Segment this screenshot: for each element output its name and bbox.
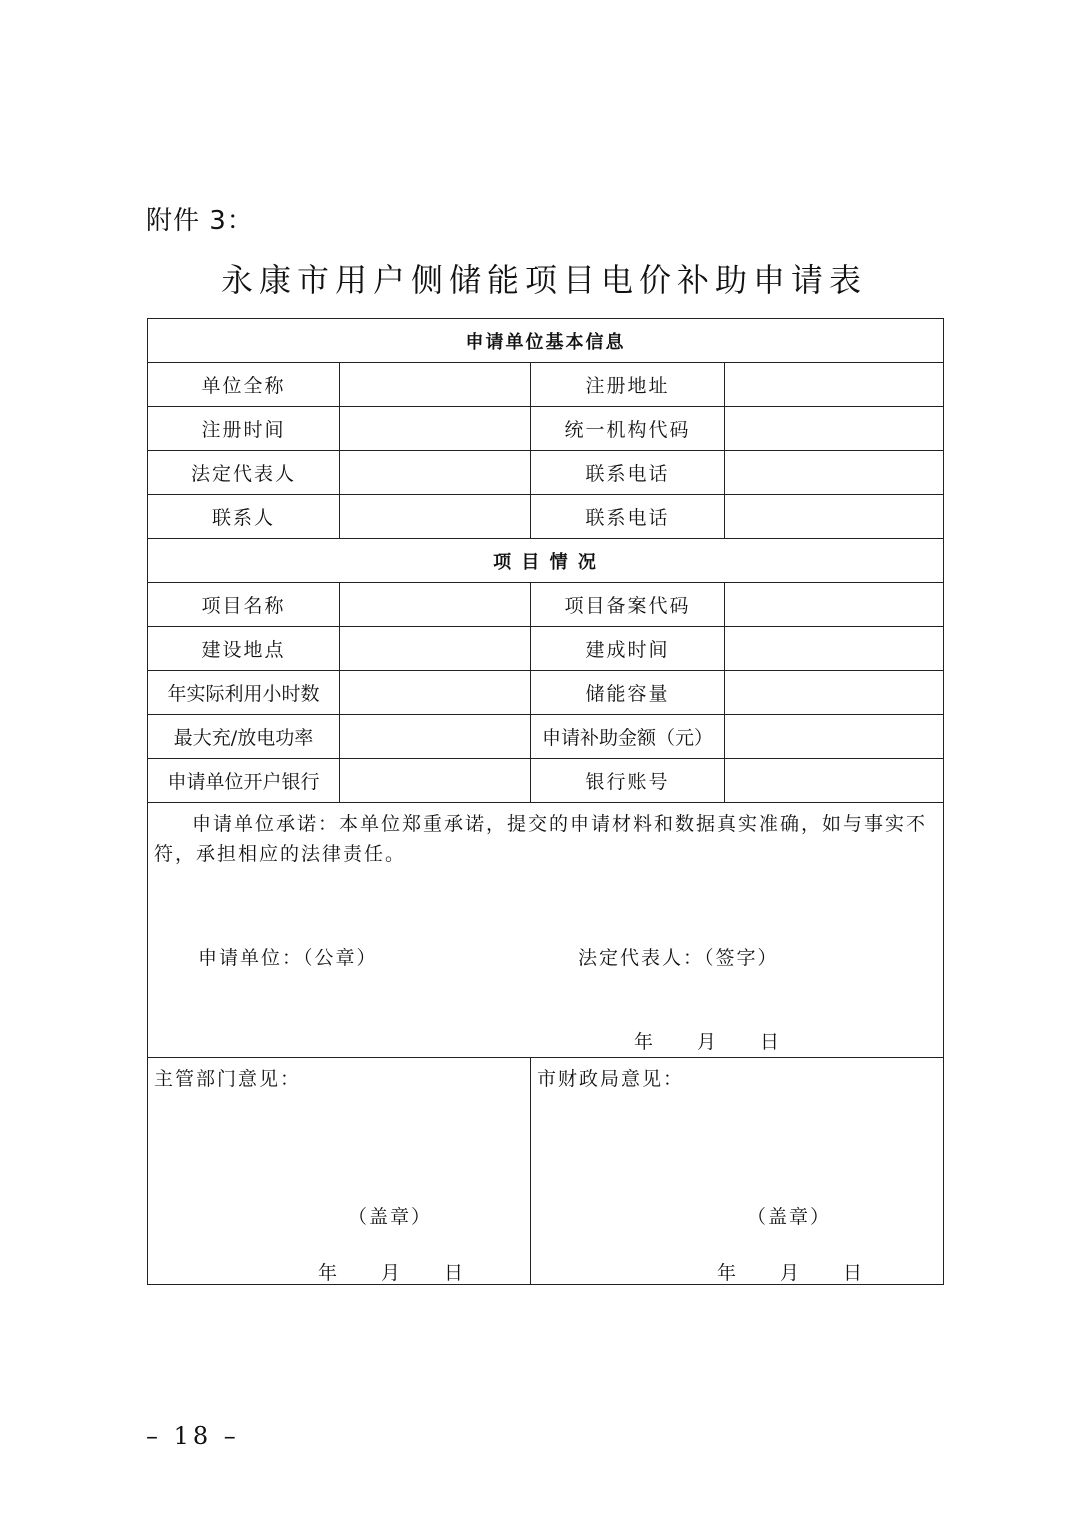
table-row (148, 319, 944, 363)
field-label: 建成时间 (531, 627, 725, 671)
table-row (148, 715, 944, 759)
field-label: 项目备案代码 (531, 583, 725, 627)
field-label: 年实际利用小时数 (148, 671, 340, 715)
field-label: 银行账号 (531, 759, 725, 803)
field-label: 申请补助金额（元） (531, 715, 725, 759)
field-input-cell[interactable] (340, 715, 531, 759)
field-input-cell[interactable] (725, 759, 944, 803)
field-input-cell[interactable] (340, 363, 531, 407)
dept-opinion-cell[interactable] (148, 1058, 531, 1285)
field-input-cell[interactable] (725, 363, 944, 407)
field-label: 联系人 (148, 495, 340, 539)
field-input-cell[interactable] (725, 451, 944, 495)
section-heading-basic-info: 申请单位基本信息 (148, 319, 944, 363)
table-row (148, 803, 944, 1058)
table-row (148, 451, 944, 495)
field-input-cell[interactable] (725, 627, 944, 671)
finance-opinion-date: 年 月 日 (717, 1262, 865, 1284)
field-label: 联系电话 (531, 495, 725, 539)
commitment-text: 申请单位承诺：本单位郑重承诺，提交的申请材料和数据真实准确，如与事实不符，承担相应的法律责任。 (154, 813, 928, 865)
section-heading-project: 项 目 情 况 (148, 539, 944, 583)
table-row (148, 627, 944, 671)
table-row (148, 583, 944, 627)
field-label: 储能容量 (531, 671, 725, 715)
field-label: 注册时间 (148, 407, 340, 451)
table-row (148, 363, 944, 407)
dept-opinion-date: 年 月 日 (318, 1262, 466, 1284)
field-input-cell[interactable] (340, 627, 531, 671)
legal-rep-signature-label: 法定代表人：（签字） (578, 947, 779, 969)
field-label: 申请单位开户银行 (148, 759, 340, 803)
table-row (148, 759, 944, 803)
field-input-cell[interactable] (725, 671, 944, 715)
table-row (148, 539, 944, 583)
page-number: – 18 – (146, 1422, 240, 1450)
field-input-cell[interactable] (340, 451, 531, 495)
field-label: 单位全称 (148, 363, 340, 407)
table-row (148, 407, 944, 451)
field-input-cell[interactable] (725, 495, 944, 539)
field-input-cell[interactable] (340, 759, 531, 803)
field-label: 项目名称 (148, 583, 340, 627)
dept-opinion-label: 主管部门意见： (154, 1068, 302, 1090)
table-row (148, 495, 944, 539)
field-input-cell[interactable] (340, 583, 531, 627)
table-row (148, 671, 944, 715)
field-label: 注册地址 (531, 363, 725, 407)
field-label: 联系电话 (531, 451, 725, 495)
field-label: 建设地点 (148, 627, 340, 671)
field-input-cell[interactable] (725, 407, 944, 451)
field-label: 统一机构代码 (531, 407, 725, 451)
commitment-cell[interactable] (148, 803, 944, 1058)
field-input-cell[interactable] (340, 495, 531, 539)
field-input-cell[interactable] (340, 407, 531, 451)
finance-seal-label: （盖章） (747, 1206, 832, 1228)
table-row (148, 1058, 944, 1285)
dept-seal-label: （盖章） (348, 1206, 433, 1228)
applicant-seal-label: 申请单位：（公章） (198, 947, 378, 969)
field-input-cell[interactable] (340, 671, 531, 715)
finance-opinion-cell[interactable] (531, 1058, 944, 1285)
field-input-cell[interactable] (725, 715, 944, 759)
finance-opinion-label: 市财政局意见： (537, 1068, 685, 1090)
form-title: 永康市用户侧储能项目电价补助申请表 (220, 261, 867, 299)
attachment-label: 附件 3： (146, 206, 254, 236)
field-input-cell[interactable] (725, 583, 944, 627)
field-label: 法定代表人 (148, 451, 340, 495)
commitment-date: 年 月 日 (634, 1031, 782, 1053)
application-form-table (147, 318, 944, 1285)
field-label: 最大充/放电功率 (148, 715, 340, 759)
